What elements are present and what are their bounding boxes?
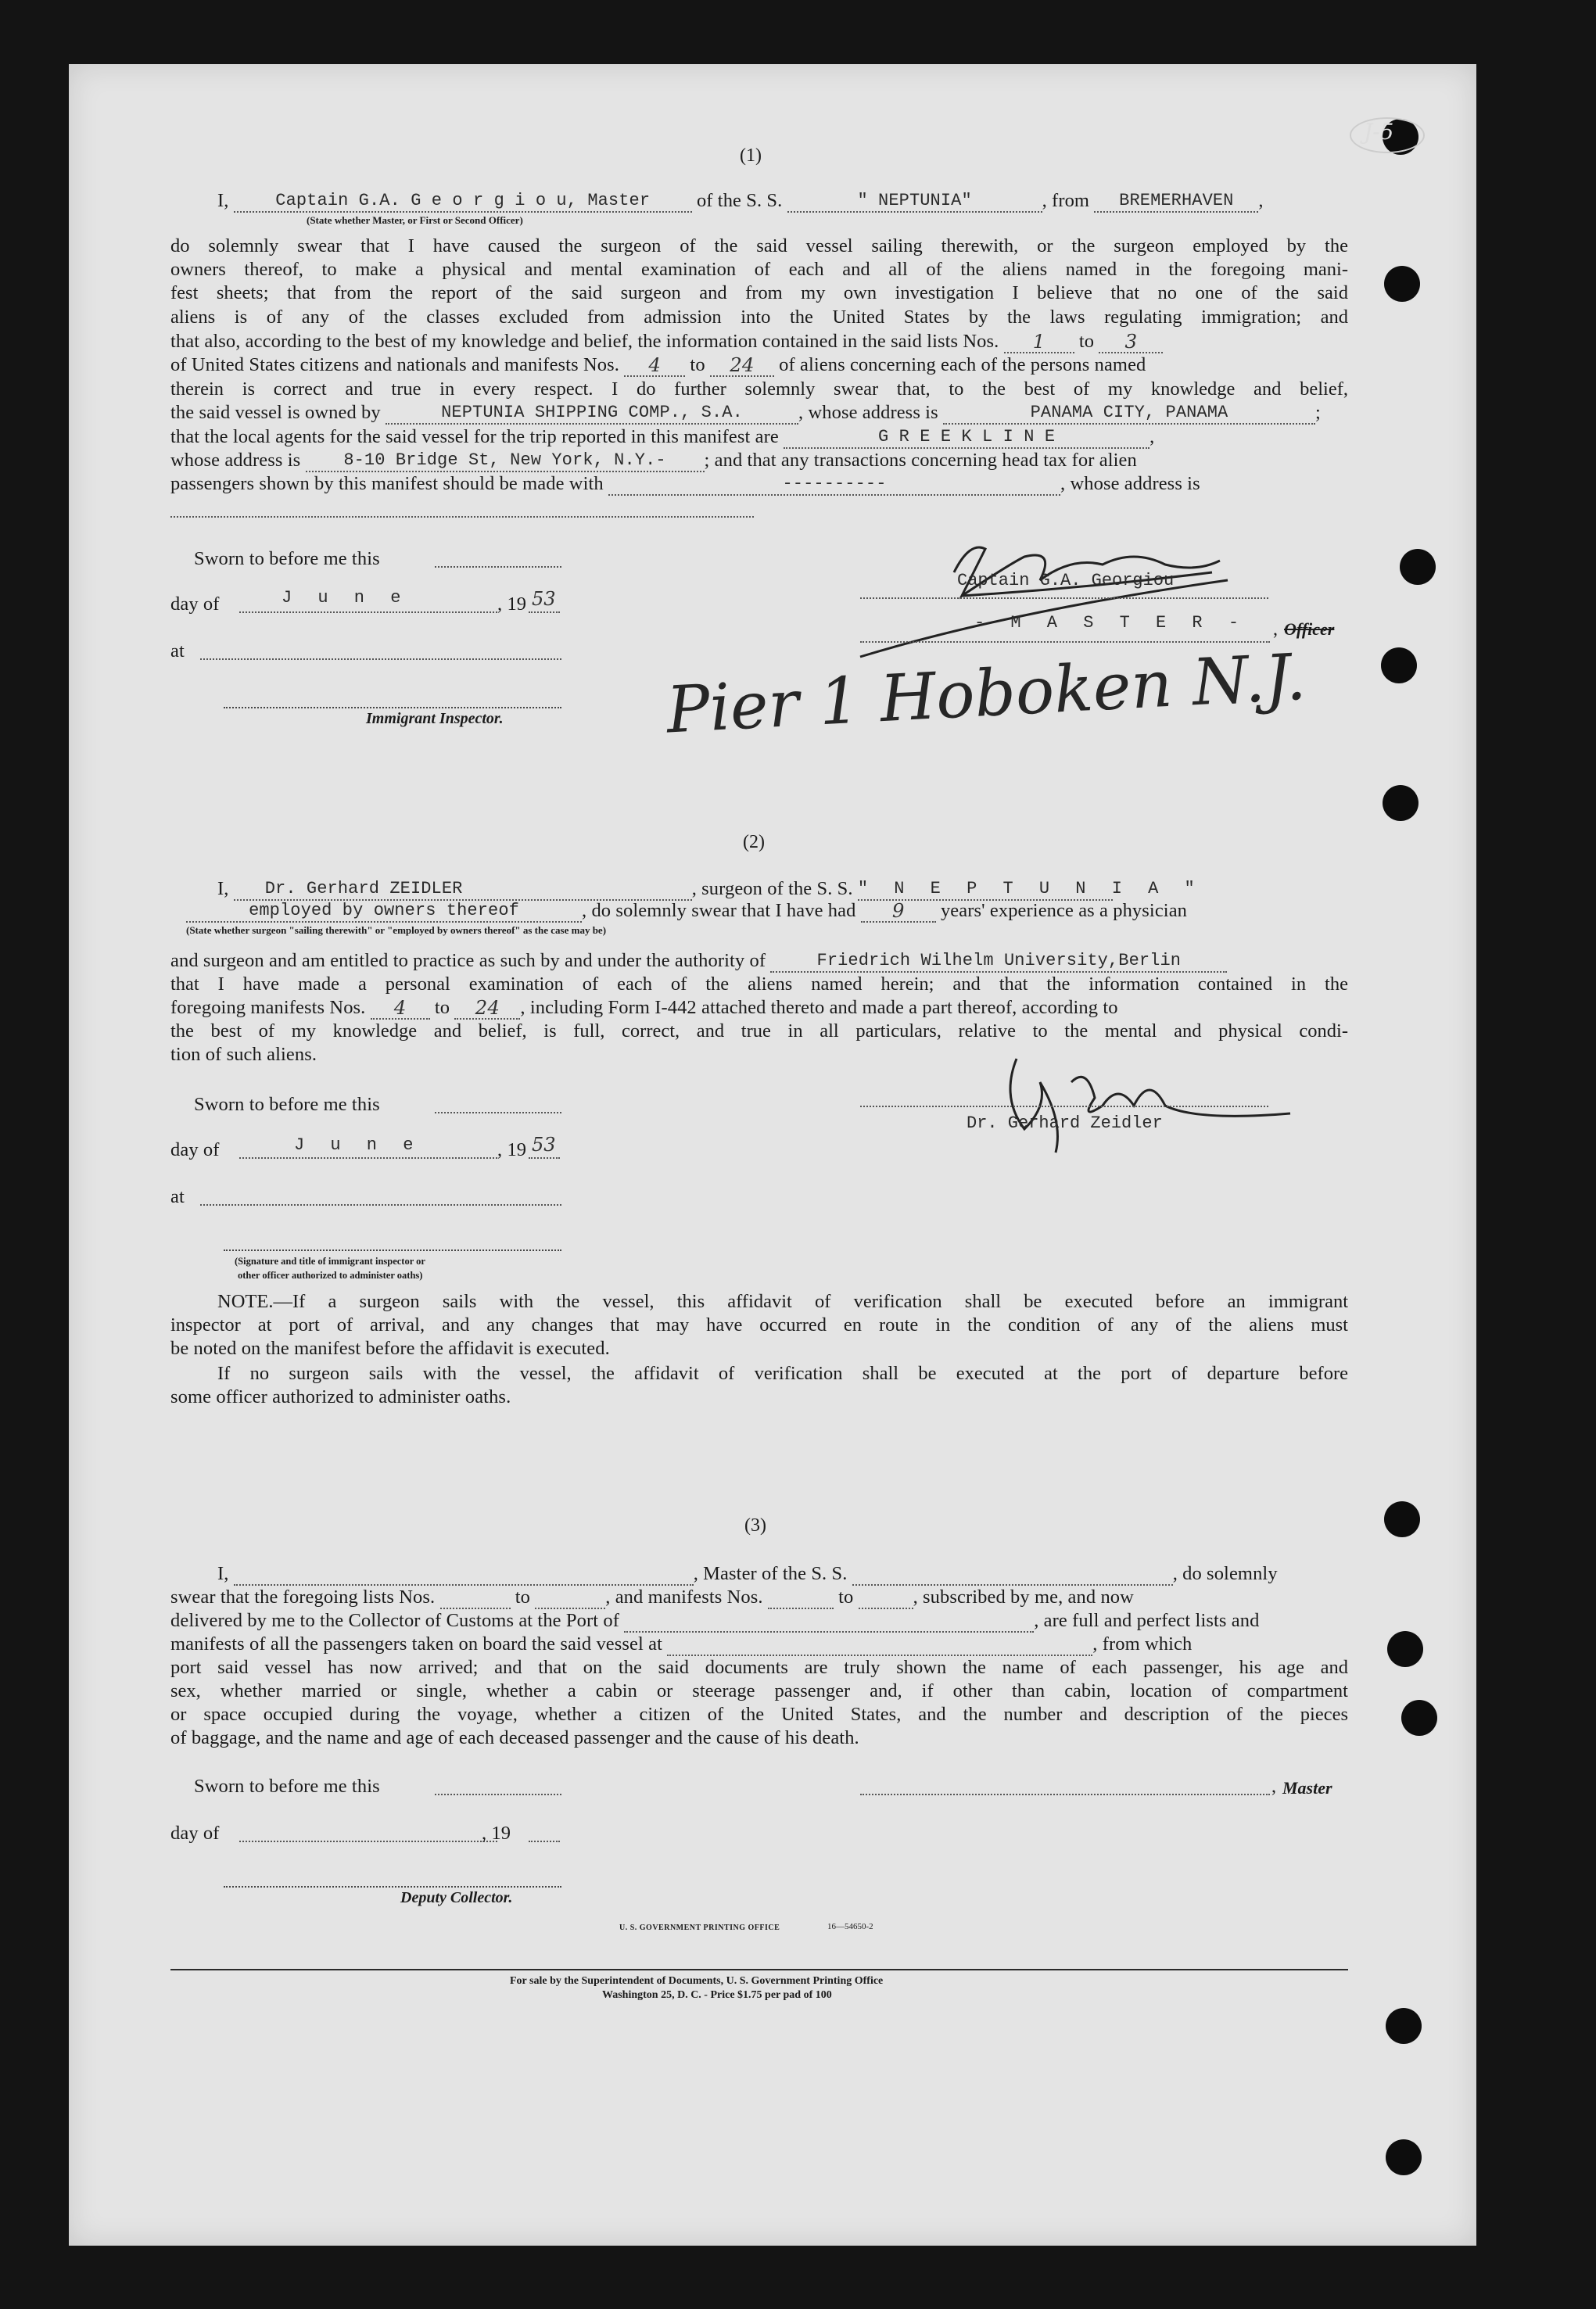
surgeon-sign-line xyxy=(860,1106,1268,1107)
month-blank xyxy=(239,611,497,613)
sec1-line-2: owners thereof, to make a physical and mental examination of each and all of the aliens named in the foregoing mani- xyxy=(170,259,1348,280)
sec2-line-2 xyxy=(170,949,1227,973)
day-label: day of xyxy=(170,593,220,615)
text: of aliens concerning each of the persons named xyxy=(779,354,1146,375)
text: years' experience as a physician xyxy=(940,900,1188,921)
owner-field: NEPTUNIA SHIPPING COMP., S.A. xyxy=(386,403,798,425)
sec3-line-3 xyxy=(170,1633,1192,1656)
text: ; and that any transactions concerning head tax for alien xyxy=(704,450,1137,471)
sec3-line-7: of baggage, and the name and age of each deceased passenger and the cause of his death. xyxy=(170,1727,859,1748)
sec1-line-1: do solemnly swear that I have caused the surgeon of the said vessel sailing therewith, or the surgeon employed by the xyxy=(170,235,1348,256)
sworn-blank xyxy=(435,1794,561,1795)
month-blank xyxy=(239,1157,497,1159)
master-sign-line xyxy=(860,597,1268,599)
master-sign-line xyxy=(860,1794,1270,1795)
sworn-label: Sworn to before me this xyxy=(194,1776,380,1797)
text: and surgeon and am entitled to practice as such by and under the authority of xyxy=(170,950,766,971)
owner-address-field: PANAMA CITY, PANAMA xyxy=(943,403,1315,425)
sec3-line-6: or space occupied during the voyage, whether a citizen of the United States, and the number and description of the pieces xyxy=(170,1704,1348,1725)
text: , from which xyxy=(1092,1633,1193,1655)
inspector-caption: other officer authorized to administer oaths) xyxy=(238,1270,423,1281)
at-label: at xyxy=(170,1186,185,1207)
text: , xyxy=(1149,426,1155,447)
sec1-line-8 xyxy=(170,401,1321,425)
text: , do solemnly swear that I have had xyxy=(582,900,856,921)
punch-hole xyxy=(1384,266,1420,302)
manifests-from-field: 4 xyxy=(624,355,685,377)
sec3-line-1 xyxy=(170,1586,1134,1609)
text: that also, according to the best of my knowledge and belief, the information contained in the said lists Nos. xyxy=(170,331,999,352)
authority-field: Friedrich Wilhelm University,Berlin xyxy=(770,951,1227,973)
head-tax-field: ---------- xyxy=(608,474,1060,496)
manifests-from-field: 4 xyxy=(371,998,430,1020)
departure-port-field: BREMERHAVEN xyxy=(1094,191,1258,213)
inspector-sign-line xyxy=(224,1250,561,1251)
text: , surgeon of the S. S. xyxy=(691,878,853,899)
sec3-line-2 xyxy=(170,1609,1259,1633)
gpo-imprint: U. S. GOVERNMENT PRINTING OFFICE xyxy=(619,1924,780,1932)
master-comma: , xyxy=(1271,1777,1276,1797)
surgeon-name-field: Dr. Gerhard ZEIDLER xyxy=(234,879,692,901)
text: foregoing manifests Nos. xyxy=(170,997,366,1018)
footer-rule xyxy=(170,1969,1348,1970)
caption: (State whether Master, or First or Second Officer) xyxy=(307,214,523,226)
sec1-line-6 xyxy=(170,353,1146,377)
sec1-line-5 xyxy=(170,330,1163,353)
text: passengers shown by this manifest should be made with xyxy=(170,473,604,494)
sec2-line-1 xyxy=(186,899,1187,923)
punch-hole xyxy=(1401,1700,1437,1736)
lists-to-blank xyxy=(535,1587,605,1609)
at-blank xyxy=(200,1204,561,1206)
text: of United States citizens and nationals and manifests Nos. xyxy=(170,354,619,375)
collector-sign-line xyxy=(224,1886,561,1888)
text: , Master of the S. S. xyxy=(693,1563,848,1584)
text: , do solemnly xyxy=(1172,1563,1278,1584)
sec3-line-4: port said vessel has now arrived; and that on the said documents are truly shown the name of each passenger, his age and xyxy=(170,1657,1348,1678)
text: , and manifests Nos. xyxy=(605,1587,763,1608)
section-number: (2) xyxy=(743,832,765,852)
sale-line-2: Washington 25, D. C. - Price $1.75 per pad of 100 xyxy=(602,1989,832,2001)
text: that the local agents for the said vessel for the trip reported in this manifest are xyxy=(170,426,779,447)
sec1-line-3: fest sheets; that from the report of the said surgeon and from my own investigation I believe that no one of the said xyxy=(170,282,1348,303)
sec2-line-0 xyxy=(217,877,1203,901)
sale-line-1: For sale by the Superintendent of Documents, U. S. Government Printing Office xyxy=(510,1975,884,1987)
text: , subscribed by me, and now xyxy=(913,1587,1134,1608)
surgeon-ship-field: " N E P T U N I A " xyxy=(858,879,1113,901)
inspector-label: Immigrant Inspector. xyxy=(366,710,504,727)
note-line-4: If no surgeon sails with the vessel, the affidavit of verification shall be executed at the port of departure before xyxy=(217,1363,1348,1384)
text: ; xyxy=(1314,402,1321,423)
ship-name-blank xyxy=(852,1564,1173,1586)
sec1-line-4: aliens is of any of the classes excluded from admission into the United States by the laws regulating immigration; and xyxy=(170,307,1348,328)
sworn-blank xyxy=(435,1112,561,1113)
manifests-from-blank xyxy=(768,1587,834,1609)
year-value: 53 xyxy=(532,1134,556,1156)
embark-port-blank xyxy=(667,1634,1092,1656)
at-blank xyxy=(200,658,561,660)
text: to xyxy=(838,1587,854,1608)
section-number: (1) xyxy=(740,145,762,166)
year-prefix: , 19 xyxy=(482,1823,511,1844)
sec2-line-6: tion of such aliens. xyxy=(170,1044,317,1065)
text: , including Form I-442 attached thereto and made a part thereof, according to xyxy=(520,997,1118,1018)
day-label: day of xyxy=(170,1139,220,1160)
officer-label: Officer xyxy=(1284,619,1335,639)
month-value: J u n e xyxy=(282,588,409,608)
years-field: 9 xyxy=(861,901,936,923)
manifests-to-field: 24 xyxy=(710,355,774,377)
month-value: J u n e xyxy=(294,1135,421,1155)
sec1-line-9 xyxy=(170,425,1154,449)
section-number: (3) xyxy=(744,1515,766,1536)
year-prefix: , 19 xyxy=(497,593,527,615)
text: to xyxy=(434,997,450,1018)
officer-comma: , xyxy=(1273,619,1278,640)
inspector-caption: (Signature and title of immigrant inspector or xyxy=(235,1256,425,1267)
agents-field: G R E E K L I N E xyxy=(784,427,1149,449)
inspector-sign-line xyxy=(224,707,561,708)
port-blank xyxy=(624,1611,1034,1633)
text: manifests of all the passengers taken on board the said vessel at xyxy=(170,1633,663,1655)
sec2-line-4 xyxy=(170,996,1118,1020)
handwritten-note: Pier 1 Hoboken N.J. xyxy=(665,640,1308,748)
punch-hole xyxy=(1383,785,1418,821)
text: , are full and perfect lists and xyxy=(1034,1610,1260,1631)
sec3-line-0 xyxy=(217,1562,1278,1586)
collector-label: Deputy Collector. xyxy=(400,1889,513,1906)
manifests-to-blank xyxy=(859,1587,913,1609)
punch-hole xyxy=(1381,647,1417,683)
blank-line xyxy=(170,516,754,518)
punch-hole xyxy=(1386,2139,1422,2175)
year-blank xyxy=(529,1841,560,1842)
text: to xyxy=(1078,331,1095,352)
text: swear that the foregoing lists Nos. xyxy=(170,1587,436,1608)
day-label: day of xyxy=(170,1823,220,1844)
sec1-line-10 xyxy=(170,449,1137,472)
punch-hole xyxy=(1400,549,1436,585)
lists-from-field: 1 xyxy=(1004,332,1074,353)
month-blank xyxy=(239,1841,497,1842)
master-name-blank xyxy=(234,1564,694,1586)
text: I, xyxy=(217,878,229,899)
agents-address-field: 8-10 Bridge St, New York, N.Y.- xyxy=(306,450,705,472)
text: of the S. S. xyxy=(696,190,783,211)
master-label: Master xyxy=(1282,1778,1332,1798)
year-prefix: , 19 xyxy=(497,1139,527,1160)
surgeon-name: Dr. Gerhard Zeidler xyxy=(967,1113,1163,1133)
master-name-field: Captain G.A. G e o r g i o u, Master xyxy=(234,191,692,213)
note-line-2: inspector at port of arrival, and any changes that may have occurred en route in the condition of any of the aliens must xyxy=(170,1314,1348,1336)
text: I, xyxy=(217,190,229,211)
form-code: 16—54650-2 xyxy=(827,1922,873,1931)
sworn-blank xyxy=(435,566,561,568)
year-blank xyxy=(529,1157,560,1159)
lists-to-field: 3 xyxy=(1099,332,1163,353)
text: I, xyxy=(217,1563,229,1584)
punch-hole xyxy=(1387,1631,1423,1667)
punch-hole xyxy=(1386,2008,1422,2044)
sec1-line-7: therein is correct and true in every respect. I do further solemnly swear that, to the best of my knowledge and belief, xyxy=(170,378,1348,400)
text: , whose address is xyxy=(798,402,938,423)
punch-hole xyxy=(1384,1501,1420,1537)
surgeon-signature xyxy=(993,1051,1306,1168)
year-blank xyxy=(529,611,560,613)
note-line-1: NOTE.—If a surgeon sails with the vessel, this affidavit of verification shall be executed before an immigrant xyxy=(217,1291,1348,1312)
sec1-line-0 xyxy=(217,189,1264,213)
sec2-line-5: the best of my knowledge and belief, is full, correct, and true in all particulars, relative to the mental and physical condi- xyxy=(170,1020,1348,1042)
text: , whose address is xyxy=(1060,473,1200,494)
note-line-3: be noted on the manifest before the affidavit is executed. xyxy=(170,1338,610,1359)
at-label: at xyxy=(170,640,185,662)
sec2-line-3: that I have made a personal examination of each of the aliens named herein; and that the information contained in the xyxy=(170,973,1348,995)
lists-from-blank xyxy=(440,1587,511,1609)
text: , from xyxy=(1042,190,1090,211)
sworn-label: Sworn to before me this xyxy=(194,548,380,569)
text: whose address is xyxy=(170,450,301,471)
note-line-5: some officer authorized to administer oaths. xyxy=(170,1386,511,1407)
text: to xyxy=(515,1587,531,1608)
manifests-to-field: 24 xyxy=(454,998,520,1020)
page-stamp-text: J-5 xyxy=(1364,119,1394,145)
surgeon-status-field: employed by owners thereof xyxy=(186,901,582,923)
year-value: 53 xyxy=(532,588,556,610)
master-name: Captain G.A. Georgiou xyxy=(957,571,1175,590)
ship-name-field: " NEPTUNIA" xyxy=(787,191,1042,213)
caption: (State whether surgeon "sailing therewith" or "employed by owners thereof" as the case may be) xyxy=(186,924,607,936)
master-rank: - M A S T E R - xyxy=(974,613,1247,633)
text: , xyxy=(1258,190,1264,211)
sec3-line-5: sex, whether married or single, whether a cabin or steerage passenger and, if other than cabin, location of compartment xyxy=(170,1680,1348,1701)
sworn-label: Sworn to before me this xyxy=(194,1094,380,1115)
text: to xyxy=(690,354,705,375)
text: delivered by me to the Collector of Customs at the Port of xyxy=(170,1610,619,1631)
sec1-line-11 xyxy=(170,472,1200,496)
text: the said vessel is owned by xyxy=(170,402,381,423)
